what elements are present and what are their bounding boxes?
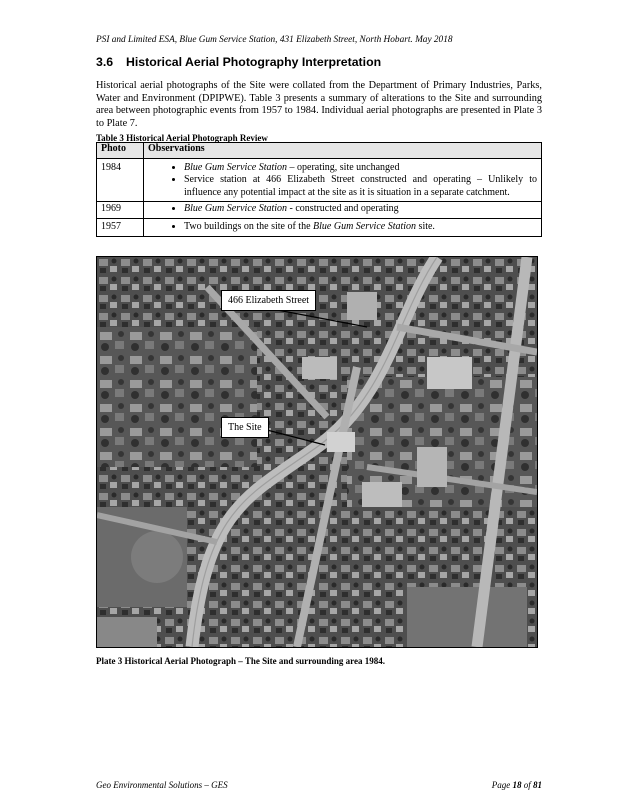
callout-466-elizabeth-street: 466 Elizabeth Street: [221, 290, 316, 311]
callout-the-site: The Site: [221, 417, 269, 438]
table-row: [97, 159, 542, 202]
observations-cell: [144, 218, 542, 236]
aerial-photo-image: [97, 257, 537, 647]
table-row: [97, 202, 542, 218]
observation-item: • Two buildings on the site of the Blue Gum Service Station site.: [184, 221, 537, 233]
observations-cell: [144, 202, 542, 218]
footer-page-number: Page 18 of 81: [491, 780, 542, 790]
section-title: Historical Aerial Photography Interpretation: [126, 55, 382, 69]
table-header-observations: Observations: [144, 143, 542, 159]
observations-cell: [144, 159, 542, 202]
section-number: 3.6: [96, 55, 114, 69]
plate-caption: Plate 3 Historical Aerial Photograph – The Site and surrounding area 1984.: [96, 656, 386, 666]
table-header-photo: Photo: [97, 143, 144, 159]
section-heading: [96, 55, 381, 69]
photo-year: 1969: [97, 202, 144, 218]
observation-item: • Service station at 466 Elizabeth Street constructed and operating – Unlikely to influence any potential impact at the site as it is situation in a separate catchment.: [184, 174, 537, 199]
photo-year: 1984: [97, 159, 144, 202]
aerial-review-table: [96, 142, 542, 237]
running-header: PSI and Limited ESA, Blue Gum Service Station, 431 Elizabeth Street, North Hobart. May 2018: [96, 35, 453, 45]
table-row: [97, 218, 542, 236]
table-caption: Table 3 Historical Aerial Photograph Review: [96, 133, 268, 143]
photo-year: 1957: [97, 218, 144, 236]
footer-company: Geo Environmental Solutions – GES: [96, 780, 228, 790]
observation-item: • Blue Gum Service Station - constructed and operating: [184, 203, 537, 215]
intro-paragraph: Historical aerial photographs of the Site were collated from the Department of Primary Industries, Parks, Water and Environment (DPIPWE). Table 3 presents a summary of alterations to the Site and surrounding area between photographic events from 1957 to 1984. Individual aerial photographs are presented in Plate 3 to Plate 7.: [96, 80, 542, 129]
observation-item: • Blue Gum Service Station – operating, site unchanged: [184, 162, 537, 174]
aerial-photograph: [96, 256, 538, 648]
